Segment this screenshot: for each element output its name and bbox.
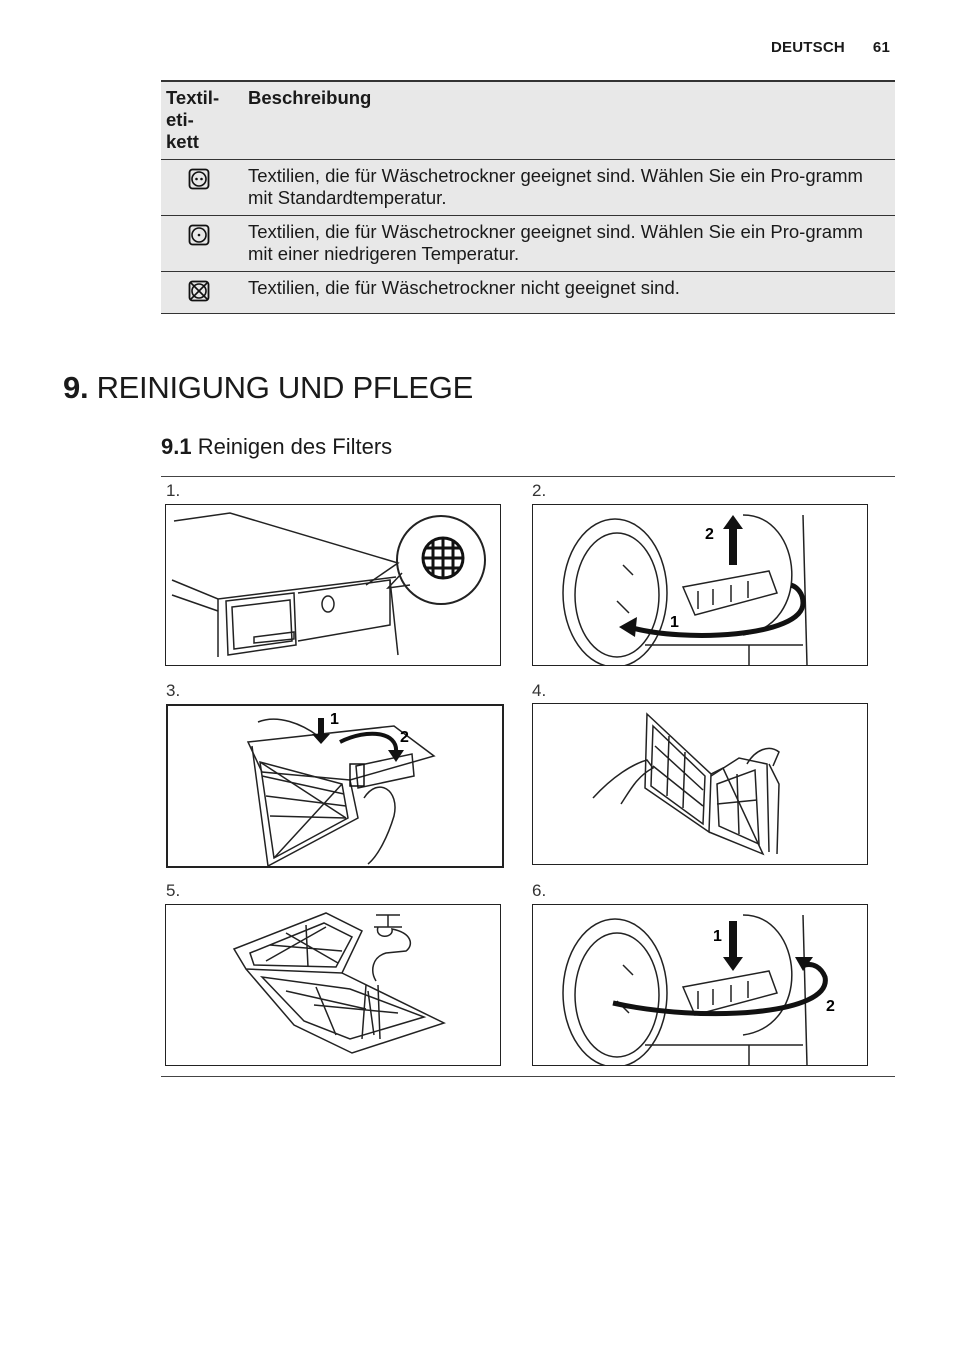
step-label: 3.: [166, 681, 181, 700]
step-label: 5.: [166, 881, 181, 900]
callout-1: 1: [670, 614, 679, 631]
section-heading: [63, 370, 473, 406]
header-language: DEUTSCH: [771, 39, 845, 56]
col-header-label: [161, 81, 237, 160]
table-row: [161, 272, 895, 314]
callout-1: 1: [330, 711, 339, 728]
table-cell-text: Textilien, die für Wäschetrockner geeignet sind. Wählen Sie ein Pro-gramm mit einer niedrigeren Temperatur.: [248, 221, 863, 264]
running-header: [771, 39, 890, 56]
tumble-dry-low-icon: [188, 224, 210, 246]
figure-open-filter: [166, 704, 504, 868]
step-label: 4.: [532, 681, 547, 700]
figure-open-door-panel: [165, 504, 501, 666]
step-label: 6.: [532, 881, 547, 900]
table-cell-text: Textilien, die für Wäschetrockner geeignet sind. Wählen Sie ein Pro-gramm mit Standardtemperatur.: [248, 165, 863, 208]
section-number: 9.: [63, 370, 89, 405]
callout-1: 1: [713, 928, 722, 945]
table-cell-icon: [161, 160, 237, 216]
step-label: 2.: [532, 481, 547, 500]
subsection-title: Reinigen des Filters: [197, 434, 393, 459]
table-cell-icon: [161, 216, 237, 272]
figure-rinse-filter: [165, 904, 501, 1066]
divider-top: [161, 476, 895, 477]
divider-bottom: [161, 1076, 895, 1077]
table-cell-text: Textilien, die für Wäschetrockner nicht geeignet sind.: [248, 277, 680, 298]
subsection-number: 9.1: [161, 434, 192, 459]
subsection-heading: [161, 434, 392, 460]
table-cell-icon: [161, 272, 237, 314]
table-header-row: [161, 81, 895, 160]
tumble-dry-normal-icon: [188, 168, 210, 190]
callout-2: 2: [400, 729, 409, 746]
col-header-label-text: Textil- eti- kett: [166, 87, 220, 152]
col-header-description: Beschreibung: [248, 87, 372, 108]
page-number: 61: [872, 39, 890, 56]
table-row: [161, 160, 895, 216]
figure-remove-filter: [532, 504, 868, 666]
care-label-table: [161, 80, 895, 314]
section-title: REINIGUNG UND PFLEGE: [96, 370, 473, 405]
callout-2: 2: [826, 998, 835, 1015]
callout-2: 2: [705, 526, 714, 543]
step-label: 1.: [166, 481, 181, 500]
do-not-tumble-dry-icon: [188, 280, 210, 302]
figure-reinsert-filter: [532, 904, 868, 1066]
table-row: [161, 216, 895, 272]
figure-unfold-filter: [532, 703, 868, 865]
